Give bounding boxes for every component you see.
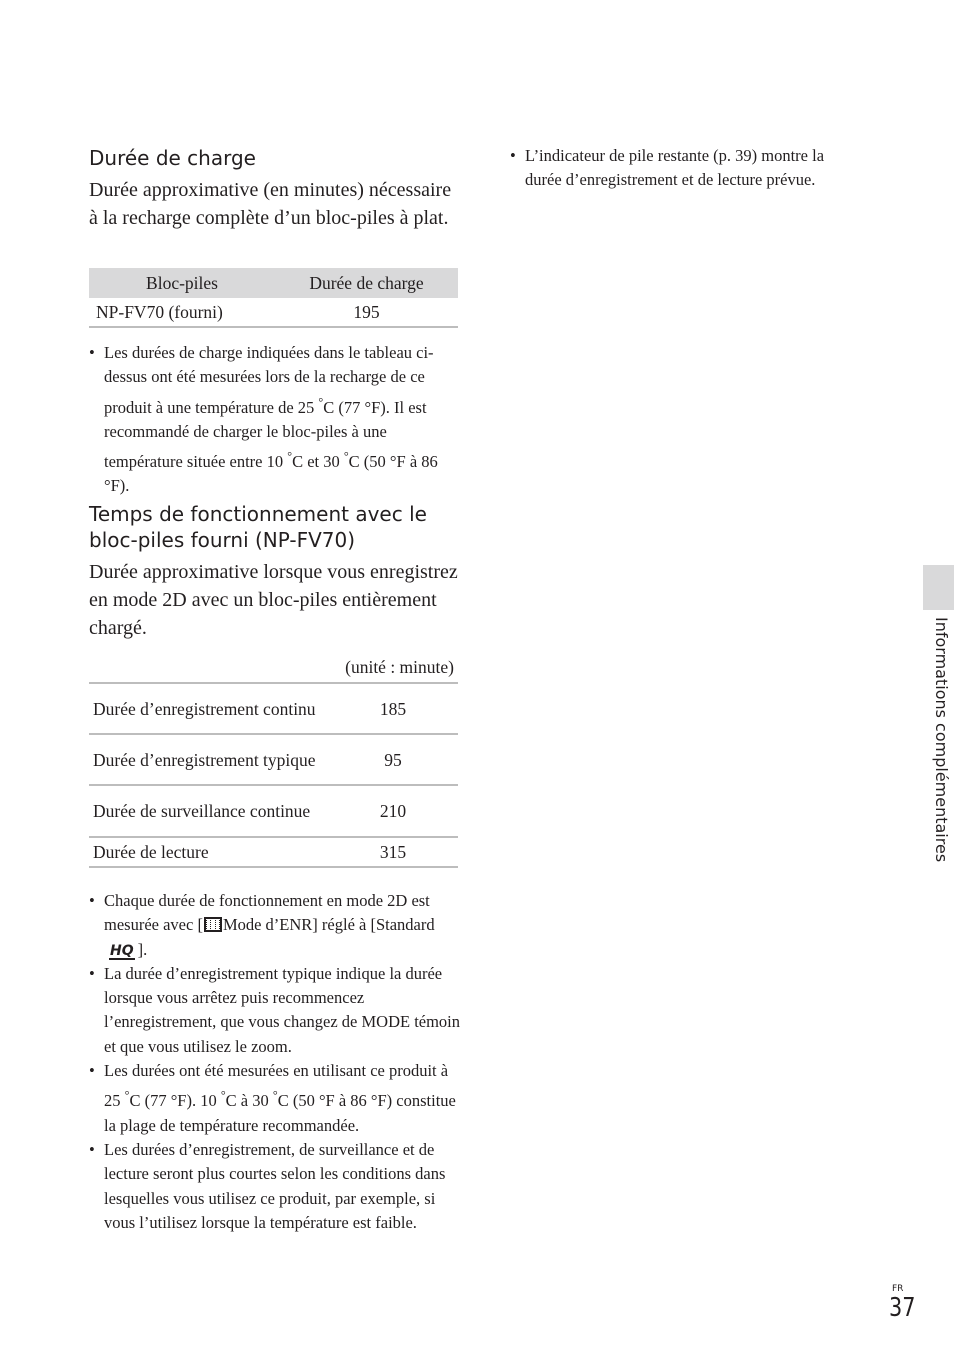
operating-note-1: • Chaque durée de fonctionnement en mode 2D est mesurée avec [ Mode d’ENR] réglé à [StandardHQ ].	[89, 889, 461, 962]
charge-table-col-time: Durée de charge	[275, 268, 458, 298]
unit-label: (unité : minute)	[345, 657, 454, 677]
operating-heading: Temps de fonctionnement avec le bloc-piles fourni (NP-FV70)	[89, 502, 427, 552]
row-value: 315	[328, 837, 458, 867]
table-row	[89, 683, 458, 734]
charge-heading: Durée de charge	[89, 146, 256, 170]
table-row	[89, 734, 458, 785]
section-tab	[923, 565, 954, 610]
right-notes	[510, 144, 860, 193]
charge-note: • Les durées de charge indiquées dans le tableau ci-dessus ont été mesurées lors de la recharge de ce produit à une température de 25 °C (77 °F). Il est recommandé de charger le bloc-piles à une température située entre 10 °C et 30 °C (50 °F à 86 °F).	[89, 341, 461, 499]
row-value: 210	[328, 785, 458, 837]
row-label: Durée de lecture	[89, 837, 328, 867]
row-label: Durée d’enregistrement typique	[89, 734, 328, 785]
charge-table-row-label: NP-FV70 (fourni)	[89, 298, 275, 327]
table-row	[89, 785, 458, 837]
film-icon	[204, 917, 222, 932]
operating-intro: Durée approximative lorsque vous enregistrez en mode 2D avec un bloc-piles entièrement chargé.	[89, 561, 458, 639]
row-value: 185	[328, 683, 458, 734]
hq-icon: HQ	[110, 942, 134, 959]
charge-intro: Durée approximative (en minutes) nécessaire à la recharge complète d’un bloc-piles à plat.	[89, 179, 452, 229]
table-row	[89, 837, 458, 867]
row-label: Durée de surveillance continue	[89, 785, 328, 837]
operating-note-3: • Les durées ont été mesurées en utilisant ce produit à 25 °C (77 °F). 10 °C à 30 °C (50 °F à 86 °F) constitue la plage de température recommandée.	[89, 1059, 461, 1138]
row-value: 95	[328, 734, 458, 785]
operating-note-4: • Les durées d’enregistrement, de surveillance et de lecture seront plus courtes selon les conditions dans lesquelles vous utilisez ce produit, par exemple, si vous l’utilisez lorsque la température est faible.	[89, 1138, 461, 1235]
charge-notes	[89, 341, 461, 499]
charge-table-row-value: 195	[275, 298, 458, 327]
charge-table-col-battery: Bloc-piles	[89, 268, 275, 298]
operating-notes	[89, 889, 461, 1235]
language-code: FR	[892, 1284, 904, 1294]
battery-indicator-note: • L’indicateur de pile restante (p. 39) montre la durée d’enregistrement et de lecture prévue.	[510, 144, 860, 193]
page-number: 37	[889, 1293, 916, 1323]
operating-note-2: • La durée d’enregistrement typique indique la durée lorsque vous arrêtez puis recommencez l’enregistrement, que vous changez de MODE témoin et que vous utilisez le zoom.	[89, 962, 461, 1059]
charge-table	[89, 268, 458, 328]
row-label: Durée d’enregistrement continu	[89, 683, 328, 734]
operating-table	[89, 682, 458, 868]
section-label: Informations complémentaires	[932, 617, 951, 863]
